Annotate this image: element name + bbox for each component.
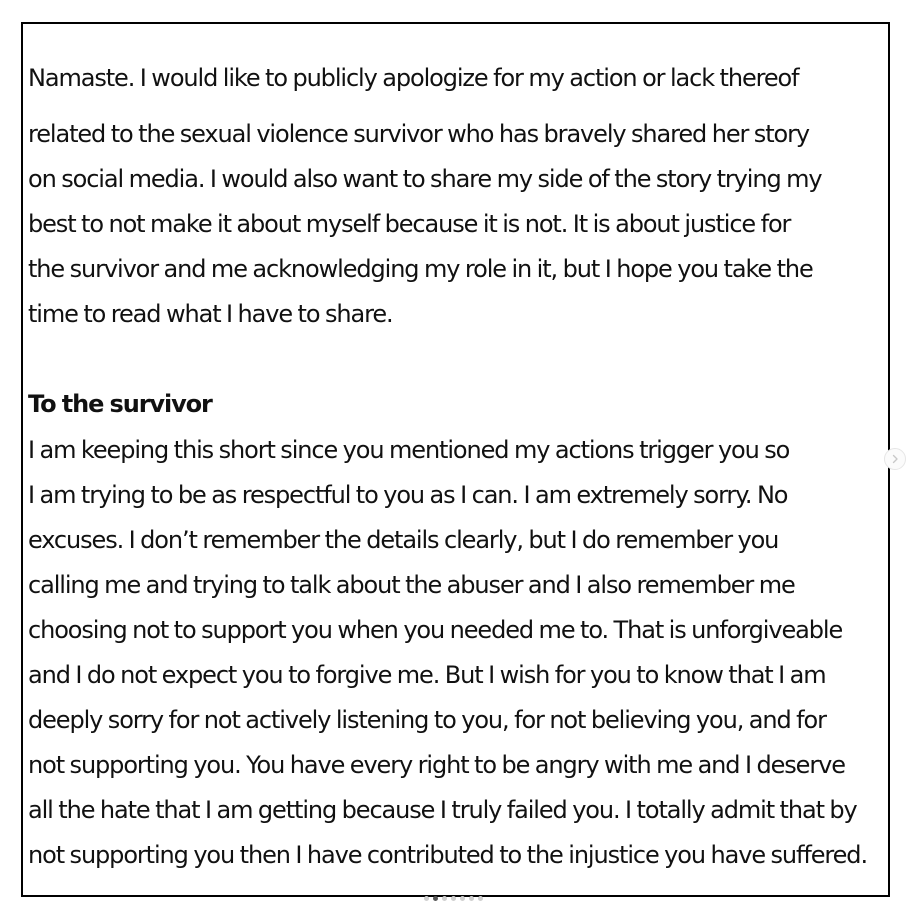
body-line: and I do not expect you to forgive me. But I wish for you to know that I am [28, 661, 826, 689]
carousel-dot[interactable] [451, 896, 456, 901]
carousel-dot[interactable] [469, 896, 474, 901]
carousel-dot[interactable] [424, 896, 429, 901]
body-line: calling me and trying to talk about the abuser and I also remember me [28, 571, 795, 599]
carousel-dot[interactable] [478, 896, 483, 901]
body-line: deeply sorry for not actively listening to you, for not believing you, and for [28, 706, 826, 734]
chevron-right-icon [890, 454, 900, 464]
next-slide-button[interactable] [884, 448, 906, 470]
carousel-dots [424, 896, 483, 902]
body-line: I am keeping this short since you mentioned my actions trigger you so [28, 436, 790, 464]
section-heading: To the survivor [28, 390, 212, 418]
intro-line: time to read what I have to share. [28, 300, 393, 328]
carousel-dot[interactable] [442, 896, 447, 901]
body-line: choosing not to support you when you needed me to. That is unforgiveable [28, 616, 843, 644]
carousel-dot[interactable] [460, 896, 465, 901]
body-line: not supporting you then I have contributed to the injustice you have suffered. [28, 841, 867, 869]
intro-line: the survivor and me acknowledging my role in it, but I hope you take the [28, 255, 813, 283]
apology-post-frame [21, 22, 890, 897]
carousel-dot[interactable] [433, 896, 438, 901]
body-line: not supporting you. You have every right to be angry with me and I deserve [28, 751, 845, 779]
intro-line: Namaste. I would like to publicly apologize for my action or lack thereof [28, 64, 799, 92]
body-line: I am trying to be as respectful to you as I can. I am extremely sorry. No [28, 481, 788, 509]
intro-line: best to not make it about myself because it is not. It is about justice for [28, 210, 791, 238]
intro-line: on social media. I would also want to share my side of the story trying my [28, 165, 822, 193]
intro-line: related to the sexual violence survivor who has bravely shared her story [28, 120, 809, 148]
body-line: all the hate that I am getting because I truly failed you. I totally admit that by [28, 796, 857, 824]
body-line: excuses. I don’t remember the details clearly, but I do remember you [28, 526, 779, 554]
